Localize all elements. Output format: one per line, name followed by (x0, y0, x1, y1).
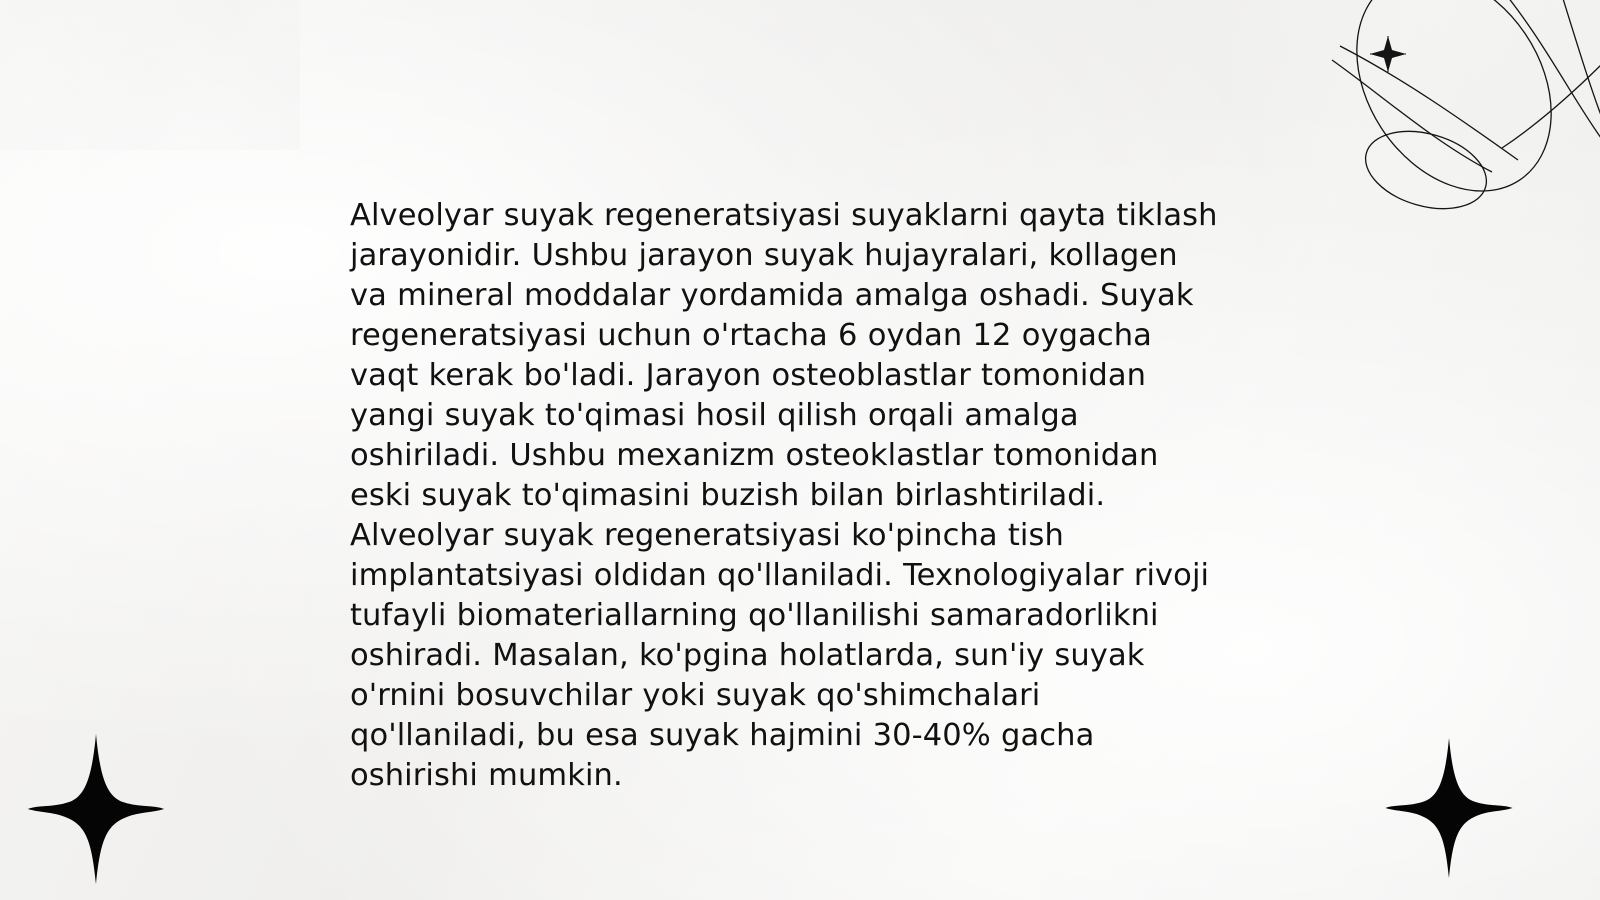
four-point-star-icon (26, 734, 166, 884)
paper-texture (0, 0, 300, 150)
orbit-lines-decoration (1306, 0, 1600, 274)
body-paragraph: Alveolyar suyak regeneratsiyasi suyaklarni qayta tiklash jarayonidir. Ushbu jarayon suyak hujayralari, kollagen va mineral moddalar yordamida amalga oshadi. Suyak regeneratsiyasi uchun o'rtacha 6 oydan 12 oygacha vaqt kerak bo'ladi. Jarayon osteoblastlar tomonidan yangi suyak to'qimasi hosil qilish orqali amalga oshiriladi. Ushbu mexanizm osteoklastlar tomonidan eski suyak to'qimasini buzish bilan birlashtiriladi. Alveolyar suyak regeneratsiyasi ko'pincha tish implantatsiyasi oldidan qo'llaniladi. Texnologiyalar rivoji tufayli biomateriallarning qo'llanilishi samaradorlikni oshiradi. Masalan, ko'pgina holatlarda, sun'iy suyak o'rnini bosuvchilar yoki suyak qo'shimchalari qo'llaniladi, bu esa suyak hajmini 30-40% gacha oshirishi mumkin. (350, 198, 1228, 793)
small-four-point-star-icon (1370, 36, 1406, 72)
four-point-star-icon (1384, 738, 1514, 878)
